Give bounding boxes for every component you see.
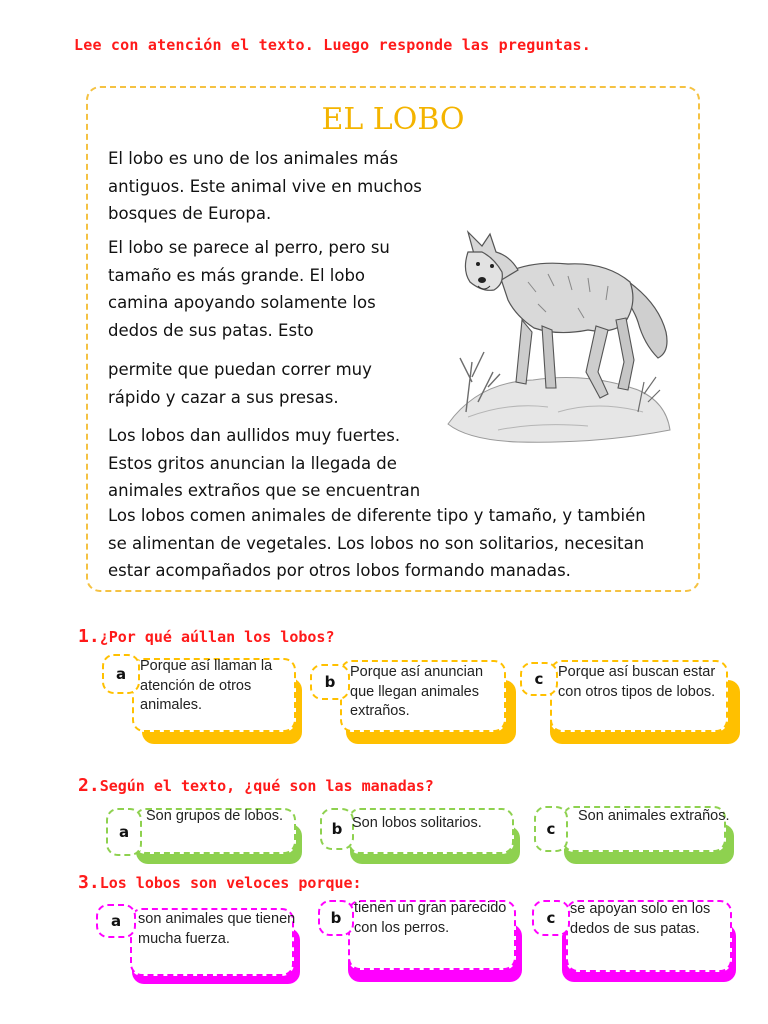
q3-option-a[interactable] (96, 904, 302, 986)
option-text: son animales que tienen mucha fuerza. (138, 911, 296, 947)
q2-option-b[interactable] (320, 808, 520, 864)
option-letter: b (318, 900, 354, 936)
option-letter: c (520, 662, 558, 696)
question-3: 3.Los lobos son veloces porque: (78, 872, 362, 893)
q2-option-a[interactable] (106, 806, 302, 864)
option-text: Son grupos de lobos. (146, 808, 284, 824)
option-letter: b (320, 808, 354, 850)
option-letter: a (106, 808, 142, 856)
option-text: Son lobos solitarios. (352, 815, 482, 831)
option-letter: a (102, 654, 140, 694)
option-letter: a (96, 904, 136, 938)
option-letter: c (534, 806, 568, 852)
option-text: se apoyan solo en los dedos de sus patas. (570, 901, 711, 937)
q1-option-a[interactable] (102, 654, 302, 746)
question-2: 2.Según el texto, ¿qué son las manadas? (78, 775, 434, 796)
option-text: Son animales extraños. (578, 808, 730, 824)
story-title: EL LOBO (321, 102, 465, 137)
q2-option-c[interactable] (534, 806, 734, 864)
q1-option-c[interactable] (520, 660, 742, 746)
story-paragraph-5: Los lobos comen animales de diferente tipo y tamaño, y también se alimentan de vegetales. Los lobos no son solitarios, necesitan estar acompañados por otros lobos formando manadas. (108, 506, 646, 580)
q3-option-c[interactable] (532, 900, 738, 984)
option-letter: b (310, 664, 350, 700)
story-paragraph-3: permite que puedan correr muy rápido y cazar a sus presas. (108, 360, 372, 407)
option-text: Porque así llaman la atención de otros animales. (140, 658, 273, 713)
wolf-illustration (438, 212, 678, 452)
instruction-text: Lee con atención el texto. Luego responde las preguntas. (74, 36, 591, 54)
story-paragraph-2: El lobo se parece al perro, pero su tamaño es más grande. El lobo camina apoyando solamente los dedos de sus patas. Esto (108, 238, 390, 340)
option-letter: c (532, 900, 570, 936)
question-1: 1.¿Por qué aúllan los lobos? (78, 626, 335, 647)
story-box (86, 86, 700, 592)
option-text: Porque así buscan estar con otros tipos de lobos. (558, 664, 716, 700)
q3-option-b[interactable] (318, 900, 524, 984)
story-paragraph-4: Los lobos dan aullidos muy fuertes. Estos gritos anuncian la llegada de animales extraños que se encuentran (108, 426, 421, 500)
option-text: Porque así anuncian que llegan animales extraños. (350, 664, 484, 719)
q1-option-b[interactable] (310, 660, 520, 746)
option-text: tienen un gran parecido con los perros. (354, 900, 507, 936)
story-paragraph-1: El lobo es uno de los animales más antiguos. Este animal vive en muchos bosques de Europa. (108, 149, 422, 223)
